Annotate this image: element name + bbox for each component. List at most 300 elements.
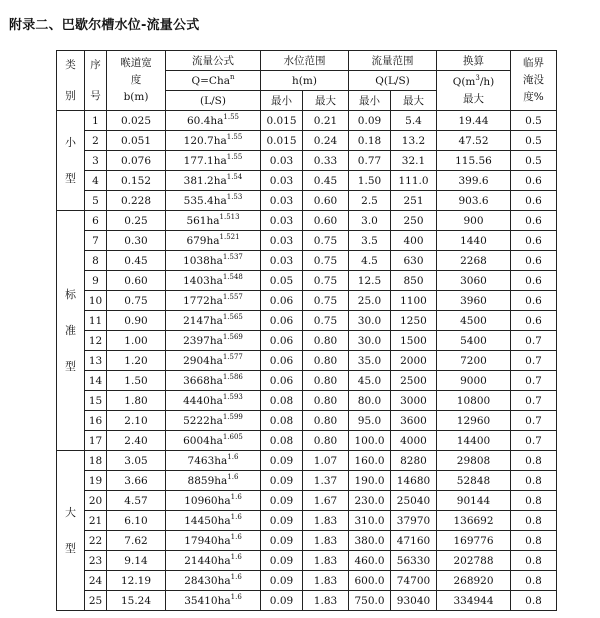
seq-cell: 22 [85,531,107,551]
flow-max-cell: 250 [391,211,437,231]
convert-cell: 903.6 [437,191,511,211]
convert-cell: 4500 [437,311,511,331]
flow-max-cell: 93040 [391,591,437,611]
seq-cell: 13 [85,351,107,371]
flow-min-cell: 80.0 [349,391,391,411]
throat-width-cell: 0.228 [107,191,166,211]
convert-cell: 14400 [437,431,511,451]
throat-width-cell: 6.10 [107,511,166,531]
seq-cell: 5 [85,191,107,211]
formula-exponent: 1.55 [226,132,243,141]
formula-coef: 60.4ha [187,114,224,127]
level-min-cell: 0.03 [261,211,303,231]
throat-width-cell: 0.025 [107,111,166,131]
formula-cell [166,151,261,171]
convert-cell: 3060 [437,271,511,291]
seq-cell: 23 [85,551,107,571]
formula-coef: 17940ha [184,534,231,547]
level-min-cell: 0.08 [261,431,303,451]
flow-max-cell: 74700 [391,571,437,591]
table-row [57,391,557,411]
flow-max-cell: 4000 [391,431,437,451]
convert-cell: 5400 [437,331,511,351]
flow-max-cell: 1100 [391,291,437,311]
header-throat-line: 度 [130,74,142,86]
throat-width-cell: 7.62 [107,531,166,551]
flow-max-cell: 3000 [391,391,437,411]
category-char: 型 [65,541,76,555]
formula-coef: 679ha [186,234,220,247]
header-flow-range: 流量范围 [349,51,437,71]
formula-coef: 2147ha [183,314,223,327]
page-title: 附录二、巴歇尔槽水位-流量公式 [9,18,200,33]
critical-cell: 0.6 [511,291,557,311]
throat-width-cell: 0.90 [107,311,166,331]
level-max-cell: 0.45 [303,171,349,191]
level-min-cell: 0.09 [261,591,303,611]
table-body [57,111,557,611]
critical-cell: 0.8 [511,571,557,591]
flow-min-cell: 30.0 [349,331,391,351]
formula-exponent: 1.537 [222,252,243,261]
flow-max-cell: 8280 [391,451,437,471]
flow-min-cell: 35.0 [349,351,391,371]
level-max-cell: 1.83 [303,591,349,611]
header-flow-unit: Q(L/S) [349,71,437,91]
flow-min-cell: 310.0 [349,511,391,531]
table-row [57,131,557,151]
flow-min-cell: 4.5 [349,251,391,271]
header-critical-line: 临界 [523,57,544,69]
formula-coef: 14450ha [184,514,231,527]
table-row [57,411,557,431]
header-seq-line: 序 [90,58,101,71]
formula-exponent: 1.577 [222,352,243,361]
category-char: 标 [65,287,76,301]
formula-cell [166,271,261,291]
critical-cell: 0.6 [511,171,557,191]
flow-max-cell: 400 [391,231,437,251]
flow-min-cell: 190.0 [349,471,391,491]
formula-exponent: 1.557 [222,292,243,301]
convert-cell: 169776 [437,531,511,551]
header-level-max: 最大 [303,91,349,111]
seq-cell: 21 [85,511,107,531]
critical-cell: 0.7 [511,331,557,351]
throat-width-cell: 0.75 [107,291,166,311]
throat-width-cell: 4.57 [107,491,166,511]
convert-cell: 900 [437,211,511,231]
table-row [57,551,557,571]
header-category-line: 别 [65,89,76,102]
level-max-cell: 1.83 [303,571,349,591]
formula-exponent: 1.6 [230,492,242,501]
formula-coef: 1772ha [183,294,223,307]
formula-coef: 4440ha [183,394,223,407]
seq-cell: 25 [85,591,107,611]
level-max-cell: 0.80 [303,331,349,351]
table-row [57,271,557,291]
convert-cell: 90144 [437,491,511,511]
table-row [57,311,557,331]
formula-exponent: 1.6 [230,512,242,521]
critical-cell: 0.8 [511,451,557,471]
formula-cell [166,551,261,571]
formula-cell [166,291,261,311]
flow-max-cell: 251 [391,191,437,211]
level-min-cell: 0.015 [261,111,303,131]
flow-min-cell: 380.0 [349,531,391,551]
convert-cell: 7200 [437,351,511,371]
table-row [57,151,557,171]
header-seq-line: 号 [90,89,101,102]
seq-cell: 19 [85,471,107,491]
flow-min-cell: 30.0 [349,311,391,331]
formula-exponent: 1.521 [219,232,240,241]
table-row [57,371,557,391]
throat-width-cell: 3.66 [107,471,166,491]
critical-cell: 0.7 [511,391,557,411]
seq-cell: 4 [85,171,107,191]
flow-max-cell: 56330 [391,551,437,571]
convert-cell: 136692 [437,511,511,531]
level-max-cell: 1.37 [303,471,349,491]
level-min-cell: 0.08 [261,411,303,431]
throat-width-cell: 9.14 [107,551,166,571]
formula-cell [166,351,261,371]
flow-min-cell: 460.0 [349,551,391,571]
header-level-min: 最小 [261,91,303,111]
flow-min-cell: 45.0 [349,371,391,391]
level-max-cell: 1.07 [303,451,349,471]
table-row [57,431,557,451]
level-max-cell: 0.60 [303,191,349,211]
header-flow-min: 最小 [349,91,391,111]
formula-coef: 8859ha [187,474,228,487]
level-max-cell: 0.60 [303,211,349,231]
level-min-cell: 0.06 [261,331,303,351]
throat-width-cell: 3.05 [107,451,166,471]
flow-max-cell: 13.2 [391,131,437,151]
level-min-cell: 0.03 [261,231,303,251]
formula-coef: 381.2ha [183,174,227,187]
level-max-cell: 0.80 [303,411,349,431]
table-row [57,351,557,371]
formula-cell [166,391,261,411]
throat-width-cell: 12.19 [107,571,166,591]
level-min-cell: 0.09 [261,531,303,551]
convert-cell: 268920 [437,571,511,591]
category-char: 小 [65,135,76,149]
flow-max-cell: 47160 [391,531,437,551]
formula-exponent: 1.6 [227,472,239,481]
header-throat-line: b(m) [123,91,149,103]
table-row [57,211,557,231]
flow-max-cell: 630 [391,251,437,271]
level-min-cell: 0.03 [261,151,303,171]
table-row [57,511,557,531]
critical-cell: 0.7 [511,351,557,371]
throat-width-cell: 1.80 [107,391,166,411]
throat-width-cell: 0.30 [107,231,166,251]
formula-coef: 3668ha [183,374,223,387]
critical-cell: 0.8 [511,591,557,611]
flow-min-cell: 2.5 [349,191,391,211]
seq-cell: 12 [85,331,107,351]
formula-cell [166,331,261,351]
level-max-cell: 0.80 [303,371,349,391]
header-category-line: 类 [65,58,76,71]
flow-min-cell: 750.0 [349,591,391,611]
seq-cell: 9 [85,271,107,291]
convert-cell: 399.6 [437,171,511,191]
throat-width-cell: 1.20 [107,351,166,371]
formula-exponent: 1.6 [227,452,239,461]
formula-cell [166,251,261,271]
category-cell [57,451,85,611]
table-row [57,571,557,591]
convert-cell: 9000 [437,371,511,391]
flow-min-cell: 0.18 [349,131,391,151]
formula-coef: 120.7ha [183,134,227,147]
convert-cell: 1440 [437,231,511,251]
formula-exponent: 1.513 [219,212,240,221]
formula-cell [166,511,261,531]
formula-coef: 35410ha [184,594,231,607]
flow-min-cell: 95.0 [349,411,391,431]
formula-cell [166,431,261,451]
critical-cell: 0.5 [511,151,557,171]
formula-exponent: 1.54 [226,172,243,181]
seq-cell: 18 [85,451,107,471]
throat-width-cell: 1.50 [107,371,166,391]
formula-cell [166,111,261,131]
flow-min-cell: 230.0 [349,491,391,511]
level-max-cell: 0.21 [303,111,349,131]
seq-cell: 20 [85,491,107,511]
formula-coef: 28430ha [184,574,231,587]
level-min-cell: 0.09 [261,491,303,511]
critical-cell: 0.6 [511,231,557,251]
seq-cell: 14 [85,371,107,391]
flow-max-cell: 37970 [391,511,437,531]
convert-cell: 52848 [437,471,511,491]
level-max-cell: 1.83 [303,551,349,571]
critical-cell: 0.8 [511,471,557,491]
level-min-cell: 0.06 [261,351,303,371]
critical-cell: 0.8 [511,531,557,551]
header-seq [85,51,107,111]
formula-cell [166,491,261,511]
critical-cell: 0.7 [511,371,557,391]
throat-width-cell: 0.076 [107,151,166,171]
throat-width-cell: 0.45 [107,251,166,271]
flow-min-cell: 600.0 [349,571,391,591]
seq-cell: 2 [85,131,107,151]
formula-cell [166,591,261,611]
formula-cell [166,171,261,191]
seq-cell: 15 [85,391,107,411]
formula-exponent: 1.6 [230,552,242,561]
convert-cell: 29808 [437,451,511,471]
header-formula: 流量公式 [166,51,261,71]
throat-width-cell: 0.60 [107,271,166,291]
level-min-cell: 0.06 [261,291,303,311]
seq-cell: 16 [85,411,107,431]
category-char: 型 [65,171,76,185]
formula-cell [166,371,261,391]
seq-cell: 17 [85,431,107,451]
header-convert-max: 最大 [463,92,484,105]
seq-cell: 1 [85,111,107,131]
formula-coef: 177.1ha [183,154,227,167]
formula-cell [166,531,261,551]
table-row [57,471,557,491]
flow-max-cell: 32.1 [391,151,437,171]
flow-max-cell: 111.0 [391,171,437,191]
level-max-cell: 0.75 [303,271,349,291]
convert-cell: 3960 [437,291,511,311]
formula-coef: 535.4ha [183,194,227,207]
flow-min-cell: 3.0 [349,211,391,231]
level-max-cell: 0.75 [303,251,349,271]
throat-width-cell: 2.10 [107,411,166,431]
level-min-cell: 0.09 [261,571,303,591]
seq-cell: 7 [85,231,107,251]
convert-cell: 115.56 [437,151,511,171]
level-min-cell: 0.06 [261,311,303,331]
flow-min-cell: 3.5 [349,231,391,251]
flow-max-cell: 25040 [391,491,437,511]
formula-cell [166,191,261,211]
category-cell [57,111,85,211]
table-row [57,451,557,471]
formula-cell [166,451,261,471]
flow-min-cell: 1.50 [349,171,391,191]
formula-coef: 561ha [186,214,220,227]
formula-exponent: 1.548 [222,272,243,281]
level-min-cell: 0.09 [261,551,303,571]
convert-cell: 12960 [437,411,511,431]
formula-exponent: 1.53 [226,192,243,201]
formula-coef: 2904ha [183,354,223,367]
formula-exponent: 1.6 [230,532,242,541]
formula-coef: 1403ha [183,274,223,287]
header-critical-line: 度% [523,91,544,103]
header-formula-base: Q=Cha [191,74,230,87]
table-row [57,191,557,211]
flow-max-cell: 2000 [391,351,437,371]
critical-cell: 0.8 [511,491,557,511]
throat-width-cell: 0.051 [107,131,166,151]
level-max-cell: 0.75 [303,231,349,251]
formula-coef: 1038ha [183,254,223,267]
level-min-cell: 0.03 [261,191,303,211]
seq-cell: 24 [85,571,107,591]
table-row [57,291,557,311]
throat-width-cell: 0.152 [107,171,166,191]
level-max-cell: 0.75 [303,291,349,311]
convert-cell: 334944 [437,591,511,611]
flow-max-cell: 1250 [391,311,437,331]
seq-cell: 11 [85,311,107,331]
formula-exponent: 1.6 [230,572,242,581]
formula-cell [166,311,261,331]
header-convert: 换算 [437,51,511,71]
seq-cell: 3 [85,151,107,171]
flow-max-cell: 1500 [391,331,437,351]
level-max-cell: 0.80 [303,391,349,411]
throat-width-cell: 1.00 [107,331,166,351]
header-category [57,51,85,111]
formula-exponent: 1.605 [222,432,243,441]
level-max-cell: 0.80 [303,431,349,451]
critical-cell: 0.7 [511,411,557,431]
formula-coef: 5222ha [183,414,223,427]
formula-coef: 10960ha [184,494,231,507]
level-min-cell: 0.05 [261,271,303,291]
header-level-unit: h(m) [261,71,349,91]
formula-exponent: 1.55 [223,112,239,121]
formula-exponent: 1.569 [222,332,243,341]
formula-coef: 2397ha [183,334,223,347]
flow-min-cell: 160.0 [349,451,391,471]
flow-min-cell: 100.0 [349,431,391,451]
formula-cell [166,131,261,151]
critical-cell: 0.5 [511,111,557,131]
formula-exponent: 1.565 [222,312,243,321]
level-max-cell: 0.33 [303,151,349,171]
flow-max-cell: 2500 [391,371,437,391]
formula-cell [166,231,261,251]
critical-cell: 0.8 [511,511,557,531]
seq-cell: 8 [85,251,107,271]
header-formula-exp: n [229,72,235,81]
table-row [57,531,557,551]
formula-coef: 7463ha [187,454,228,467]
formula-exponent: 1.593 [222,392,243,401]
level-min-cell: 0.09 [261,451,303,471]
header-critical-line: 淹没 [523,74,544,86]
level-max-cell: 1.83 [303,511,349,531]
convert-cell: 19.44 [437,111,511,131]
table-row [57,111,557,131]
header-throat-width [107,51,166,111]
table-row [57,231,557,251]
formula-coef: 6004ha [183,434,223,447]
level-max-cell: 1.83 [303,531,349,551]
level-min-cell: 0.09 [261,511,303,531]
flow-min-cell: 0.09 [349,111,391,131]
header-convert-base: Q(m [452,75,476,88]
header-formula-unit: (L/S) [166,91,261,111]
critical-cell: 0.6 [511,191,557,211]
convert-cell: 47.52 [437,131,511,151]
level-max-cell: 1.67 [303,491,349,511]
header-critical [511,51,557,111]
critical-cell: 0.6 [511,251,557,271]
flow-max-cell: 850 [391,271,437,291]
formula-cell [166,411,261,431]
seq-cell: 10 [85,291,107,311]
table-row [57,591,557,611]
formula-cell [166,211,261,231]
formula-coef: 21440ha [184,554,231,567]
header-convert-exp: 3 [475,73,480,82]
throat-width-cell: 15.24 [107,591,166,611]
table-row [57,331,557,351]
formula-cell [166,471,261,491]
